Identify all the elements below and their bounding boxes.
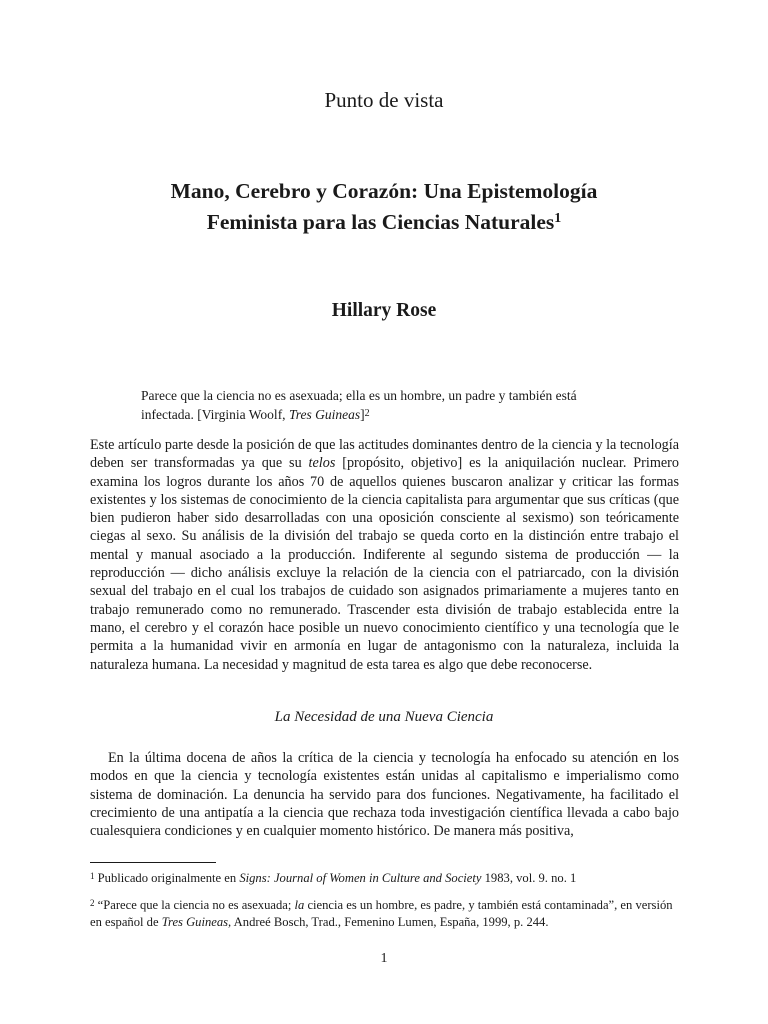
- epigraph-footnote-ref[interactable]: 2: [364, 408, 370, 419]
- body-paragraph-1: [90, 436, 679, 674]
- footnote-2-text-c: Andreé Bosch, Trad., Femenino Lumen, España, 1999, p. 244.: [231, 915, 549, 929]
- footnote-1-text-after: 1983, vol. 9. no. 1: [481, 871, 577, 885]
- epigraph-close: ]: [360, 407, 365, 422]
- footnote-1-mark: 1: [90, 871, 95, 881]
- title-footnote-ref[interactable]: 1: [554, 211, 562, 226]
- footnote-1: [90, 870, 679, 887]
- p1-text-before: Este artículo parte desde la posición de que las actitudes dominantes dentro de la ciencia y la tecnología deben ser transformadas ya que su: [90, 437, 679, 472]
- body-paragraph-2: En la última docena de años la crítica de la ciencia y tecnología ha enfocado su atención en los modos en que la ciencia y tecnología existentes están unidas al capitalismo e imperialismo como sistema de dominación. La denuncia ha servido para dos funciones. Negativamente, ha facilitado el crecimiento de una antipatía a la ciencia que rechaza toda investigación científica llevada a cabo bajo cualesquiera condiciones y en cualquier momento histórico. De manera más positiva,: [90, 750, 679, 840]
- page-number: 1: [380, 951, 388, 966]
- footnote-2-text-b: ciencia es un hombre, es padre, y también está contaminada”, en versión en español de: [90, 898, 673, 929]
- footnote-1-journal: Signs: Journal of Women in Culture and Society: [239, 871, 482, 885]
- epigraph-work: Tres Guineas: [288, 407, 361, 422]
- title-line-2: Feminista para las Ciencias Naturales: [206, 210, 555, 234]
- epigraph: [141, 386, 611, 424]
- footnote-divider: [90, 862, 216, 863]
- footnote-2: [90, 897, 679, 931]
- section-heading: La Necesidad de una Nueva Ciencia: [274, 709, 494, 725]
- article-title: [0, 176, 768, 238]
- footnote-1-text-before: Publicado originalmente en: [97, 871, 240, 885]
- section-label: Punto de vista: [324, 88, 444, 112]
- author-name: Hillary Rose: [331, 300, 437, 321]
- footnote-2-text-a: “Parece que la ciencia no es asexuada;: [97, 898, 295, 912]
- footnote-2-emphasis: la: [294, 898, 305, 912]
- title-line-1: Mano, Cerebro y Corazón: Una Epistemología: [170, 179, 598, 203]
- p1-text-after: [propósito, objetivo] es la aniquilación nuclear. Primero examina los logros durante los años 70 de aquellos quienes buscaron analizar y criticar las formas existentes y los sistemas de conocimiento de la ciencia capitalista para argumentar que sus críticas (que bien pudieron haber sido desarrolladas con una oposición consciente al sexismo) son teóricamente ciegas al sexo. Su análisis de la división del trabajo se queda corto en la distinción entre trabajo el mental y manual asociado a la producción. Indiferente al segundo sistema de producción — la reproducción — dicho análisis excluye la relación de la ciencia con el patriarcado, con la división sexual del trabajo en el cual los trabajos de cuidado son asignados primariamente a mujeres tanto en trabajo remunerado como no remunerado. Trascender esta división de trabajo establecida entre la mano, el cerebro y el corazón hace posible un nuevo conocimiento científico y una tecnología que le permita a la humanidad vivir en armonía en lugar de antagonismo con la naturaleza, incluida la naturaleza humana. La necesidad y magnitud de esta tarea es algo que debe reconocerse.: [90, 455, 679, 673]
- footnote-2-mark: 2: [90, 898, 95, 908]
- p1-term: telos: [308, 455, 336, 472]
- footnote-2-title: Tres Guineas,: [161, 915, 232, 929]
- epigraph-quote: Parece que la ciencia no es asexuada; ella es un hombre, un padre y también está infectada. [Virginia Woolf,: [141, 388, 577, 422]
